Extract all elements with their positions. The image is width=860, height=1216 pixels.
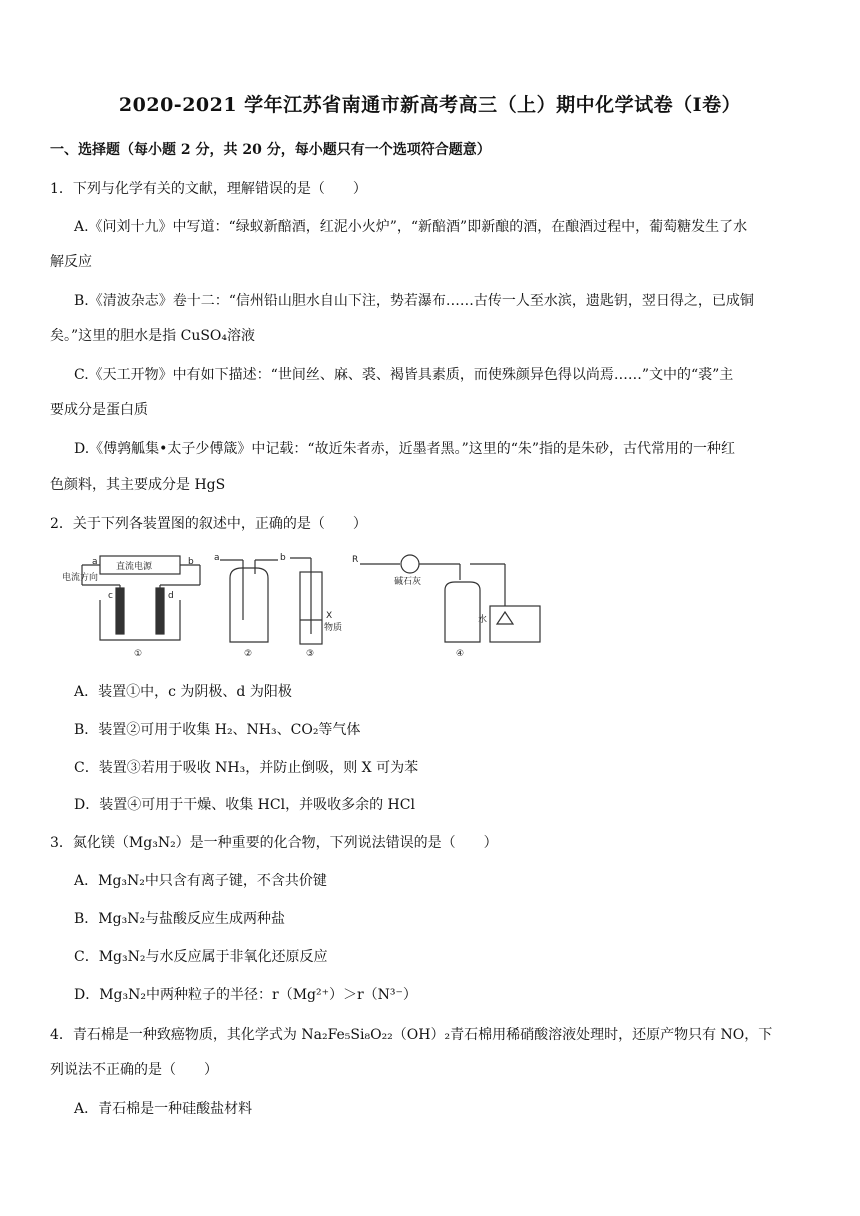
collection-bottle: [445, 582, 480, 642]
label-apparatus-2: ②: [244, 649, 253, 659]
label-apparatus-1: ①: [134, 649, 143, 659]
label-b-2: b: [280, 553, 286, 563]
q2-option-c: C．装置③若用于吸收 NH₃，并防止倒吸，则 X 可为苯: [74, 760, 419, 776]
q1-option-d-line1: D.《傅鹑觚集•太子少傅箴》中记载：“故近朱者赤，近墨者黑。”这里的“朱”指的是朱砂，古代常用的一种红: [74, 441, 736, 457]
label-apparatus-3: ③: [306, 649, 315, 659]
label-x: X: [326, 611, 333, 621]
label-power-supply: 直流电源: [116, 562, 153, 572]
label-b-1: b: [188, 557, 194, 567]
label-current-direction: 电流方向: [62, 573, 99, 583]
label-water: 水: [478, 615, 488, 625]
q3-option-c: C．Mg₃N₂与水反应属于非氧化还原反应: [74, 949, 328, 965]
q2-option-a: A．装置①中，c 为阴极、d 为阳极: [74, 684, 292, 700]
q4-option-a: A．青石棉是一种硅酸盐材料: [74, 1101, 253, 1117]
q1-option-b-line1: B.《清波杂志》卷十二：“信州铅山胆水自山下注，势若瀑布……古传一人至水滨，遗匙钥，翌日得之，已成铜: [74, 293, 754, 309]
electrode-d: [156, 588, 164, 634]
q1-option-a-line2: 解反应: [50, 254, 92, 270]
label-apparatus-4: ④: [456, 649, 465, 659]
q1-option-d-line2: 色颜料，其主要成分是 HgS: [50, 477, 226, 493]
label-a-2: a: [214, 553, 220, 563]
drying-tube: [401, 555, 419, 573]
q1-stem: 1．下列与化学有关的文献，理解错误的是（ ）: [50, 181, 367, 197]
q1-option-c-line2: 要成分是蛋白质: [50, 402, 148, 418]
q1-option-b-line2: 矣。”这里的胆水是指 CuSO₄溶液: [50, 328, 256, 344]
q4-stem-line2: 列说法不正确的是（ ）: [50, 1062, 218, 1078]
q1-option-a-line1: A.《问刘十九》中写道：“绿蚁新醅酒，红泥小火炉”，“新醅酒”即新酿的酒，在酿酒过程中，葡萄糖发生了水: [74, 219, 748, 235]
label-a-1: a: [92, 557, 98, 567]
q2-option-b: B．装置②可用于收集 H₂、NH₃、CO₂等气体: [74, 722, 361, 738]
q3-option-b: B．Mg₃N₂与盐酸反应生成两种盐: [74, 911, 286, 927]
q2-stem: 2．关于下列各装置图的叙述中，正确的是（ ）: [50, 516, 367, 532]
gas-bottle: [230, 568, 268, 642]
electrode-c: [116, 588, 124, 634]
label-c: c: [108, 591, 113, 601]
q3-option-a: A．Mg₃N₂中只含有离子键，不含共价键: [74, 873, 327, 889]
apparatus-figure: [60, 550, 580, 660]
section-heading: 一、选择题（每小题 2 分，共 20 分，每小题只有一个选项符合题意）: [50, 142, 491, 158]
q3-stem: 3．氮化镁（Mg₃N₂）是一种重要的化合物，下列说法错误的是（ ）: [50, 835, 498, 851]
electrolysis-cell: [100, 600, 180, 640]
label-substance: 物质: [324, 623, 343, 633]
label-soda-lime: 碱石灰: [394, 577, 422, 587]
label-d: d: [168, 591, 174, 601]
q4-stem-line1: 4．青石棉是一种致癌物质，其化学式为 Na₂Fe₅Si₈O₂₂（OH）₂青石棉用稀硝酸溶液处理时，还原产物只有 NO，下: [50, 1027, 773, 1043]
label-r: R: [352, 555, 359, 565]
q3-option-d: D．Mg₃N₂中两种粒子的半径：r（Mg²⁺）＞r（N³⁻）: [74, 987, 417, 1003]
exam-title: 2020-2021 学年江苏省南通市新高考高三（上）期中化学试卷（Ⅰ卷）: [118, 94, 742, 116]
q2-option-d: D．装置④可用于干燥、收集 HCl，并吸收多余的 HCl: [74, 797, 415, 813]
q1-option-c-line1: C.《天工开物》中有如下描述：“世间丝、麻、裘、褐皆具素质，而使殊颜异色得以尚焉……”文中的“裘”主: [74, 367, 734, 383]
